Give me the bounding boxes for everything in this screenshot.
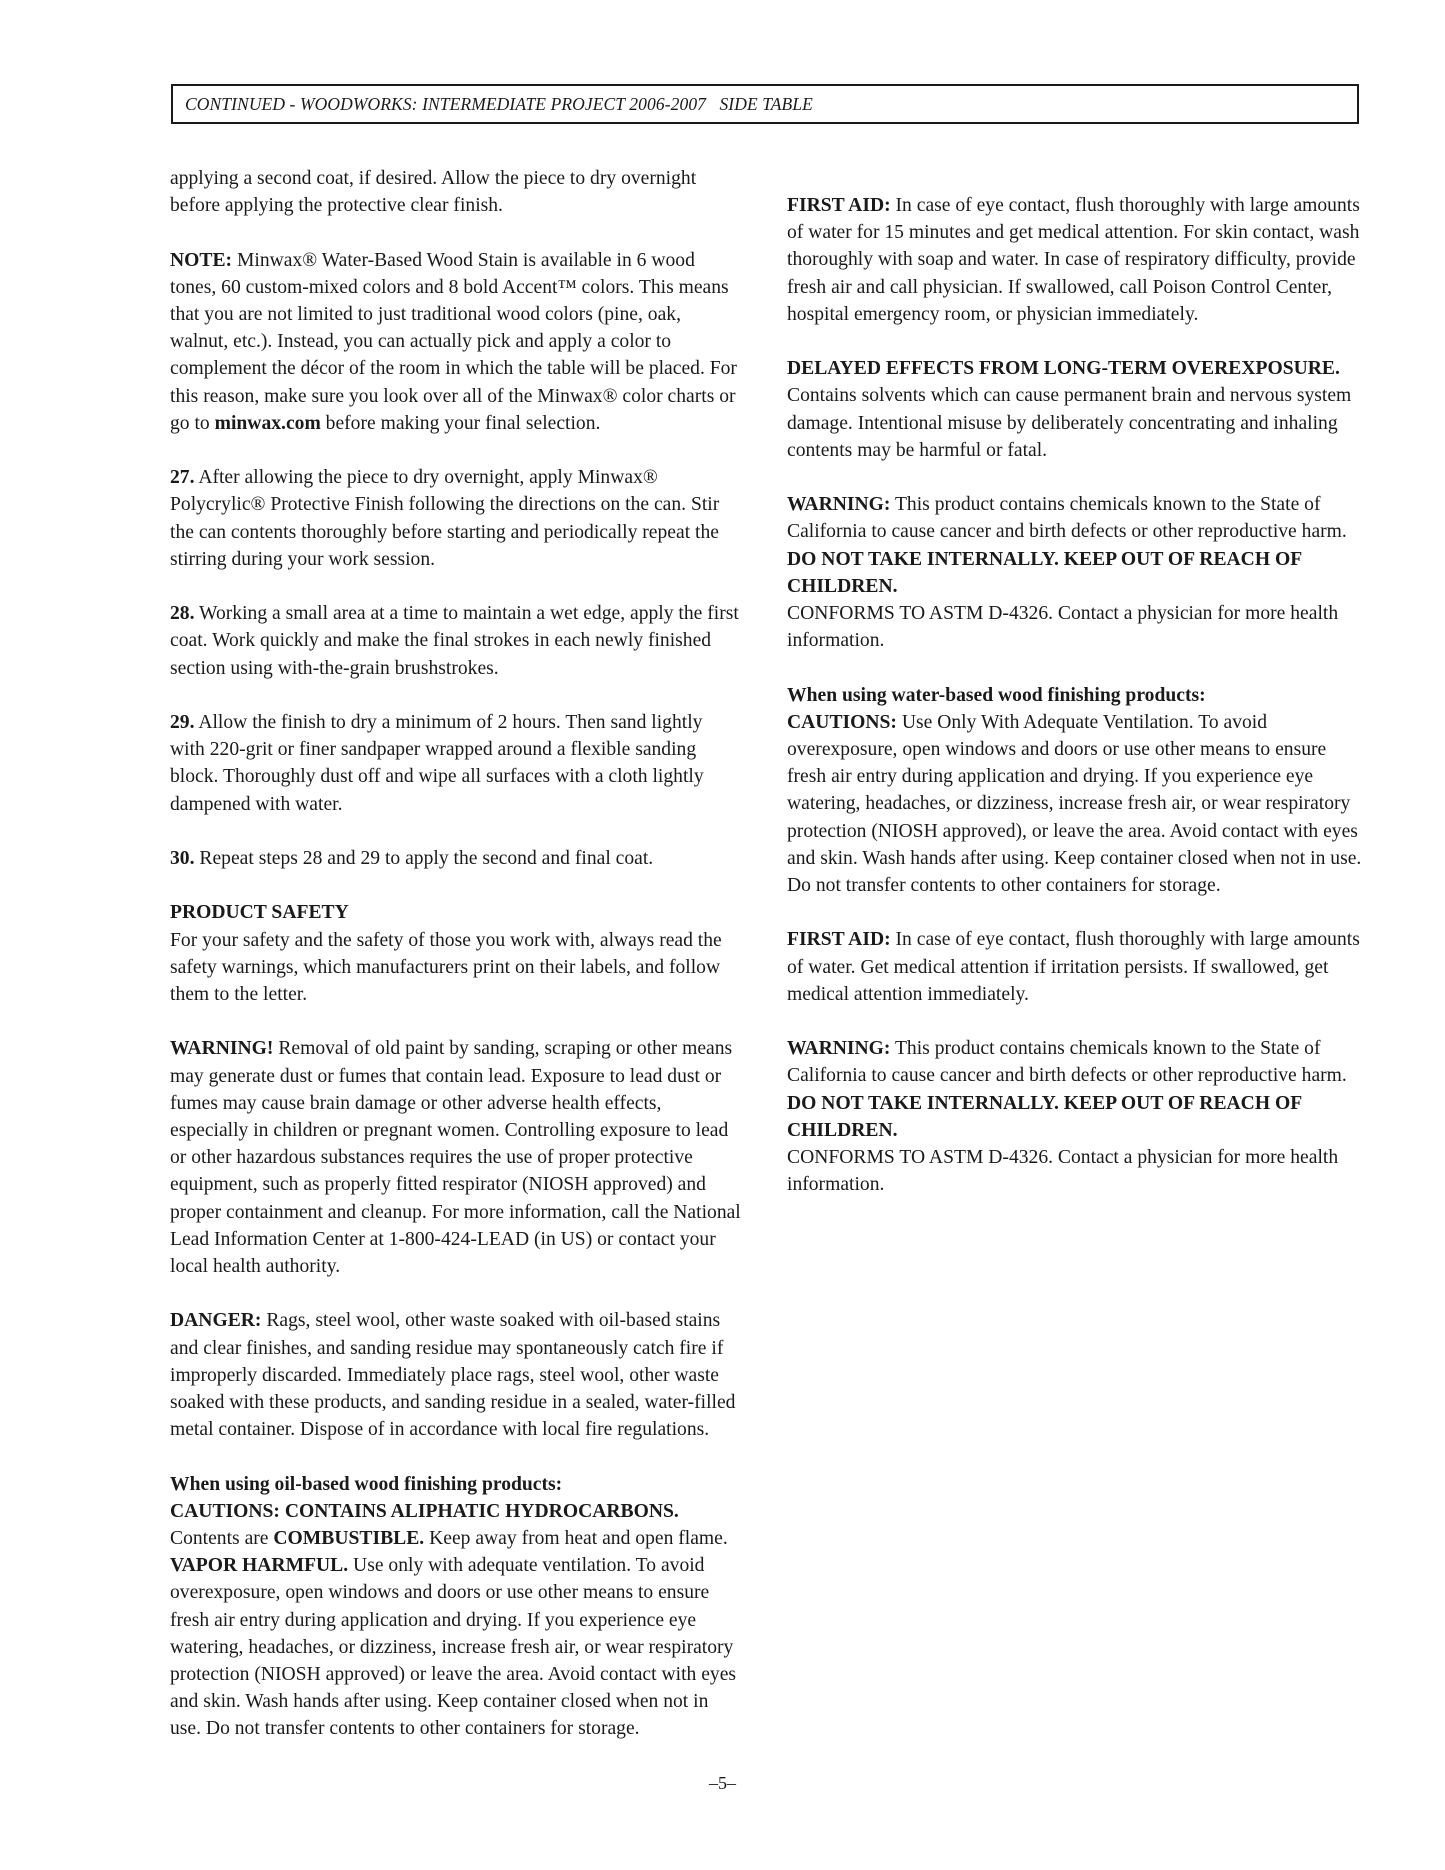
step-29 [170,709,742,818]
warning-label: WARNING! [170,1038,274,1060]
first-aid-text: In case of eye contact, flush thoroughly with large amounts of water. Get medical attention if irritation persists. If swallowed, get medical attention immediately. [787,929,1360,1005]
warning-label: WARNING: [787,1038,891,1060]
delayed-effects-heading: DELAYED EFFECTS FROM LONG-TERM OVEREXPOSURE. [787,358,1340,380]
danger-notice [170,1307,742,1443]
step-27 [170,464,742,573]
product-safety-text: For your safety and the safety of those you work with, always read the safety warnings, which manufacturers print on their labels, and follow them to the letter. [170,929,722,1005]
warning-text: This product contains chemicals known to the State of California to cause cancer and birth defects or other reproductive harm. [787,494,1347,543]
left-column [170,165,742,1770]
product-safety-section [170,899,742,1008]
warning-text: This product contains chemicals known to the State of California to cause cancer and birth defects or other reproductive harm. [787,1038,1347,1087]
step-text: Repeat steps 28 and 29 to apply the second and final coat. [194,848,654,869]
warning-label: WARNING: [787,494,891,516]
right-column [787,192,1365,1226]
step-28 [170,600,742,682]
page-number: –5– [709,1773,736,1793]
cautions-label: CAUTIONS: CONTAINS ALIPHATIC HYDROCARBONS. [170,1500,679,1522]
note-paragraph [170,247,742,437]
running-header [171,84,1359,124]
first-aid-label: FIRST AID: [787,195,891,216]
first-aid-oil [787,192,1365,328]
danger-text: Rags, steel wool, other waste soaked with oil-based stains and clear finishes, and sanding residue may spontaneously catch fire if improperly discarded. Immediately place rags, steel wool, other waste soaked with these products, and sanding residue in a sealed, water-filled metal container. Dispose of in accordance with local fire regulations. [170,1310,736,1441]
product-safety-heading: PRODUCT SAFETY [170,902,349,924]
warning-oil [787,491,1365,654]
step-text: Allow the finish to dry a minimum of 2 hours. Then sand lightly with 220-grit or finer sandpaper wrapped around a flexible sanding block. Thoroughly dust off and wipe all surfaces with a cloth lightly dampened with water. [170,712,704,815]
cautions-text: Use Only With Adequate Ventilation. To avoid overexposure, open windows and doors or use other means to ensure fresh air entry during application and drying. If you experience eye watering, headaches, or dizziness, increase fresh air, or wear respiratory protection (NIOSH approved), or leave the area. Avoid contact with eyes and skin. Wash hands after using. Keep container closed when not in use. Do not transfer contents to other containers for storage. [787,711,1362,897]
water-based-heading: When using water-based wood finishing products: [787,684,1206,706]
minwax-link[interactable]: minwax.com [214,412,321,434]
running-header-title: CONTINUED - WOODWORKS: INTERMEDIATE PROJECT 2006-2007 SIDE TABLE [185,93,813,114]
conforms-text: CONFORMS TO ASTM D-4326. Contact a physician for more health information. [787,603,1339,652]
delayed-effects [787,355,1365,464]
first-aid-text: In case of eye contact, flush thoroughly with large amounts of water for 15 minutes and get medical attention. For skin contact, wash thoroughly with soap and water. In case of respiratory difficulty, provide fresh air and call physician. If swallowed, call Poison Control Center, hospital emergency room, or physician immediately. [787,195,1360,325]
step-number: 29. [170,712,195,733]
note-label: NOTE: [170,249,233,271]
step-text: Working a small area at a time to maintain a wet edge, apply the first coat. Work quickly and make the final strokes in each newly finished section using with-the-grain brushstrokes. [170,603,739,679]
first-aid-label: FIRST AID: [787,929,891,951]
conforms-text: CONFORMS TO ASTM D-4326. Contact a physician for more health information. [787,1147,1339,1196]
paragraph [170,165,742,219]
step-30 [170,845,742,872]
cautions-text: Use only with adequate ventilation. To avoid overexposure, open windows and doors or use other means to ensure fresh air entry during application and drying. If you experience eye watering, headaches, or dizziness, increase fresh air, or wear respiratory protection (NIOSH approved) or leave the area. Avoid contact with eyes and skin. Wash hands after using. Keep container closed when not in use. Do not transfer contents to other containers for storage. [170,1555,737,1740]
first-aid-water [787,926,1365,1008]
vapor-harmful-label: VAPOR HARMFUL. [170,1555,349,1577]
step-number: 27. [170,467,195,489]
warning-text: Removal of old paint by sanding, scraping or other means may generate dust or fumes that contain lead. Exposure to lead dust or fumes may cause brain damage or other adverse health effects, especially in children or pregnant women. Controlling exposure to lead or other hazardous substances requires the use of proper protective equipment, such as properly fitted respirator (NIOSH approved) and proper containment and cleanup. For more information, call the National Lead Information Center at 1-800-424-LEAD (in US) or contact your local health authority. [170,1038,741,1278]
warning-water [787,1035,1365,1198]
paragraph-text: applying a second coat, if desired. Allow the piece to dry overnight before applying the protective clear finish. [170,168,697,217]
combustible-label: COMBUSTIBLE. [273,1528,425,1550]
warning-bold-text: DO NOT TAKE INTERNALLY. KEEP OUT OF REACH OF CHILDREN. [787,548,1302,597]
cautions-text: Contents are [170,1528,274,1550]
step-text: After allowing the piece to dry overnight, apply Minwax® Polycrylic® Protective Finish following the directions on the can. Stir the can contents thoroughly before starting and periodically repeat the stirring during your work session. [170,467,720,570]
danger-label: DANGER: [170,1310,262,1332]
step-number: 28. [170,603,195,625]
lead-warning [170,1035,742,1280]
cautions-label: CAUTIONS: [787,711,897,733]
warning-bold-text: DO NOT TAKE INTERNALLY. KEEP OUT OF REACH OF CHILDREN. [787,1092,1302,1141]
step-number: 30. [170,848,195,869]
water-based-section [787,682,1365,900]
cautions-text: Keep away from heat and open flame. [424,1528,728,1550]
oil-based-section [170,1471,742,1743]
note-text-end: before making your final selection. [320,412,601,434]
oil-based-heading: When using oil-based wood finishing products: [170,1473,563,1495]
delayed-effects-text: Contains solvents which can cause permanent brain and nervous system damage. Intentional misuse by deliberately concentrating and inhaling contents may be harmful or fatal. [787,385,1352,461]
note-text: Minwax® Water-Based Wood Stain is available in 6 wood tones, 60 custom-mixed colors and 8 bold Accent™ colors. This means that you are not limited to just traditional wood colors (pine, oak, walnut, etc.). Instead, you can actually pick and apply a color to complement the décor of the room in which the table will be placed. For this reason, make sure you look over all of the Minwax® color charts or go to [170,249,737,434]
